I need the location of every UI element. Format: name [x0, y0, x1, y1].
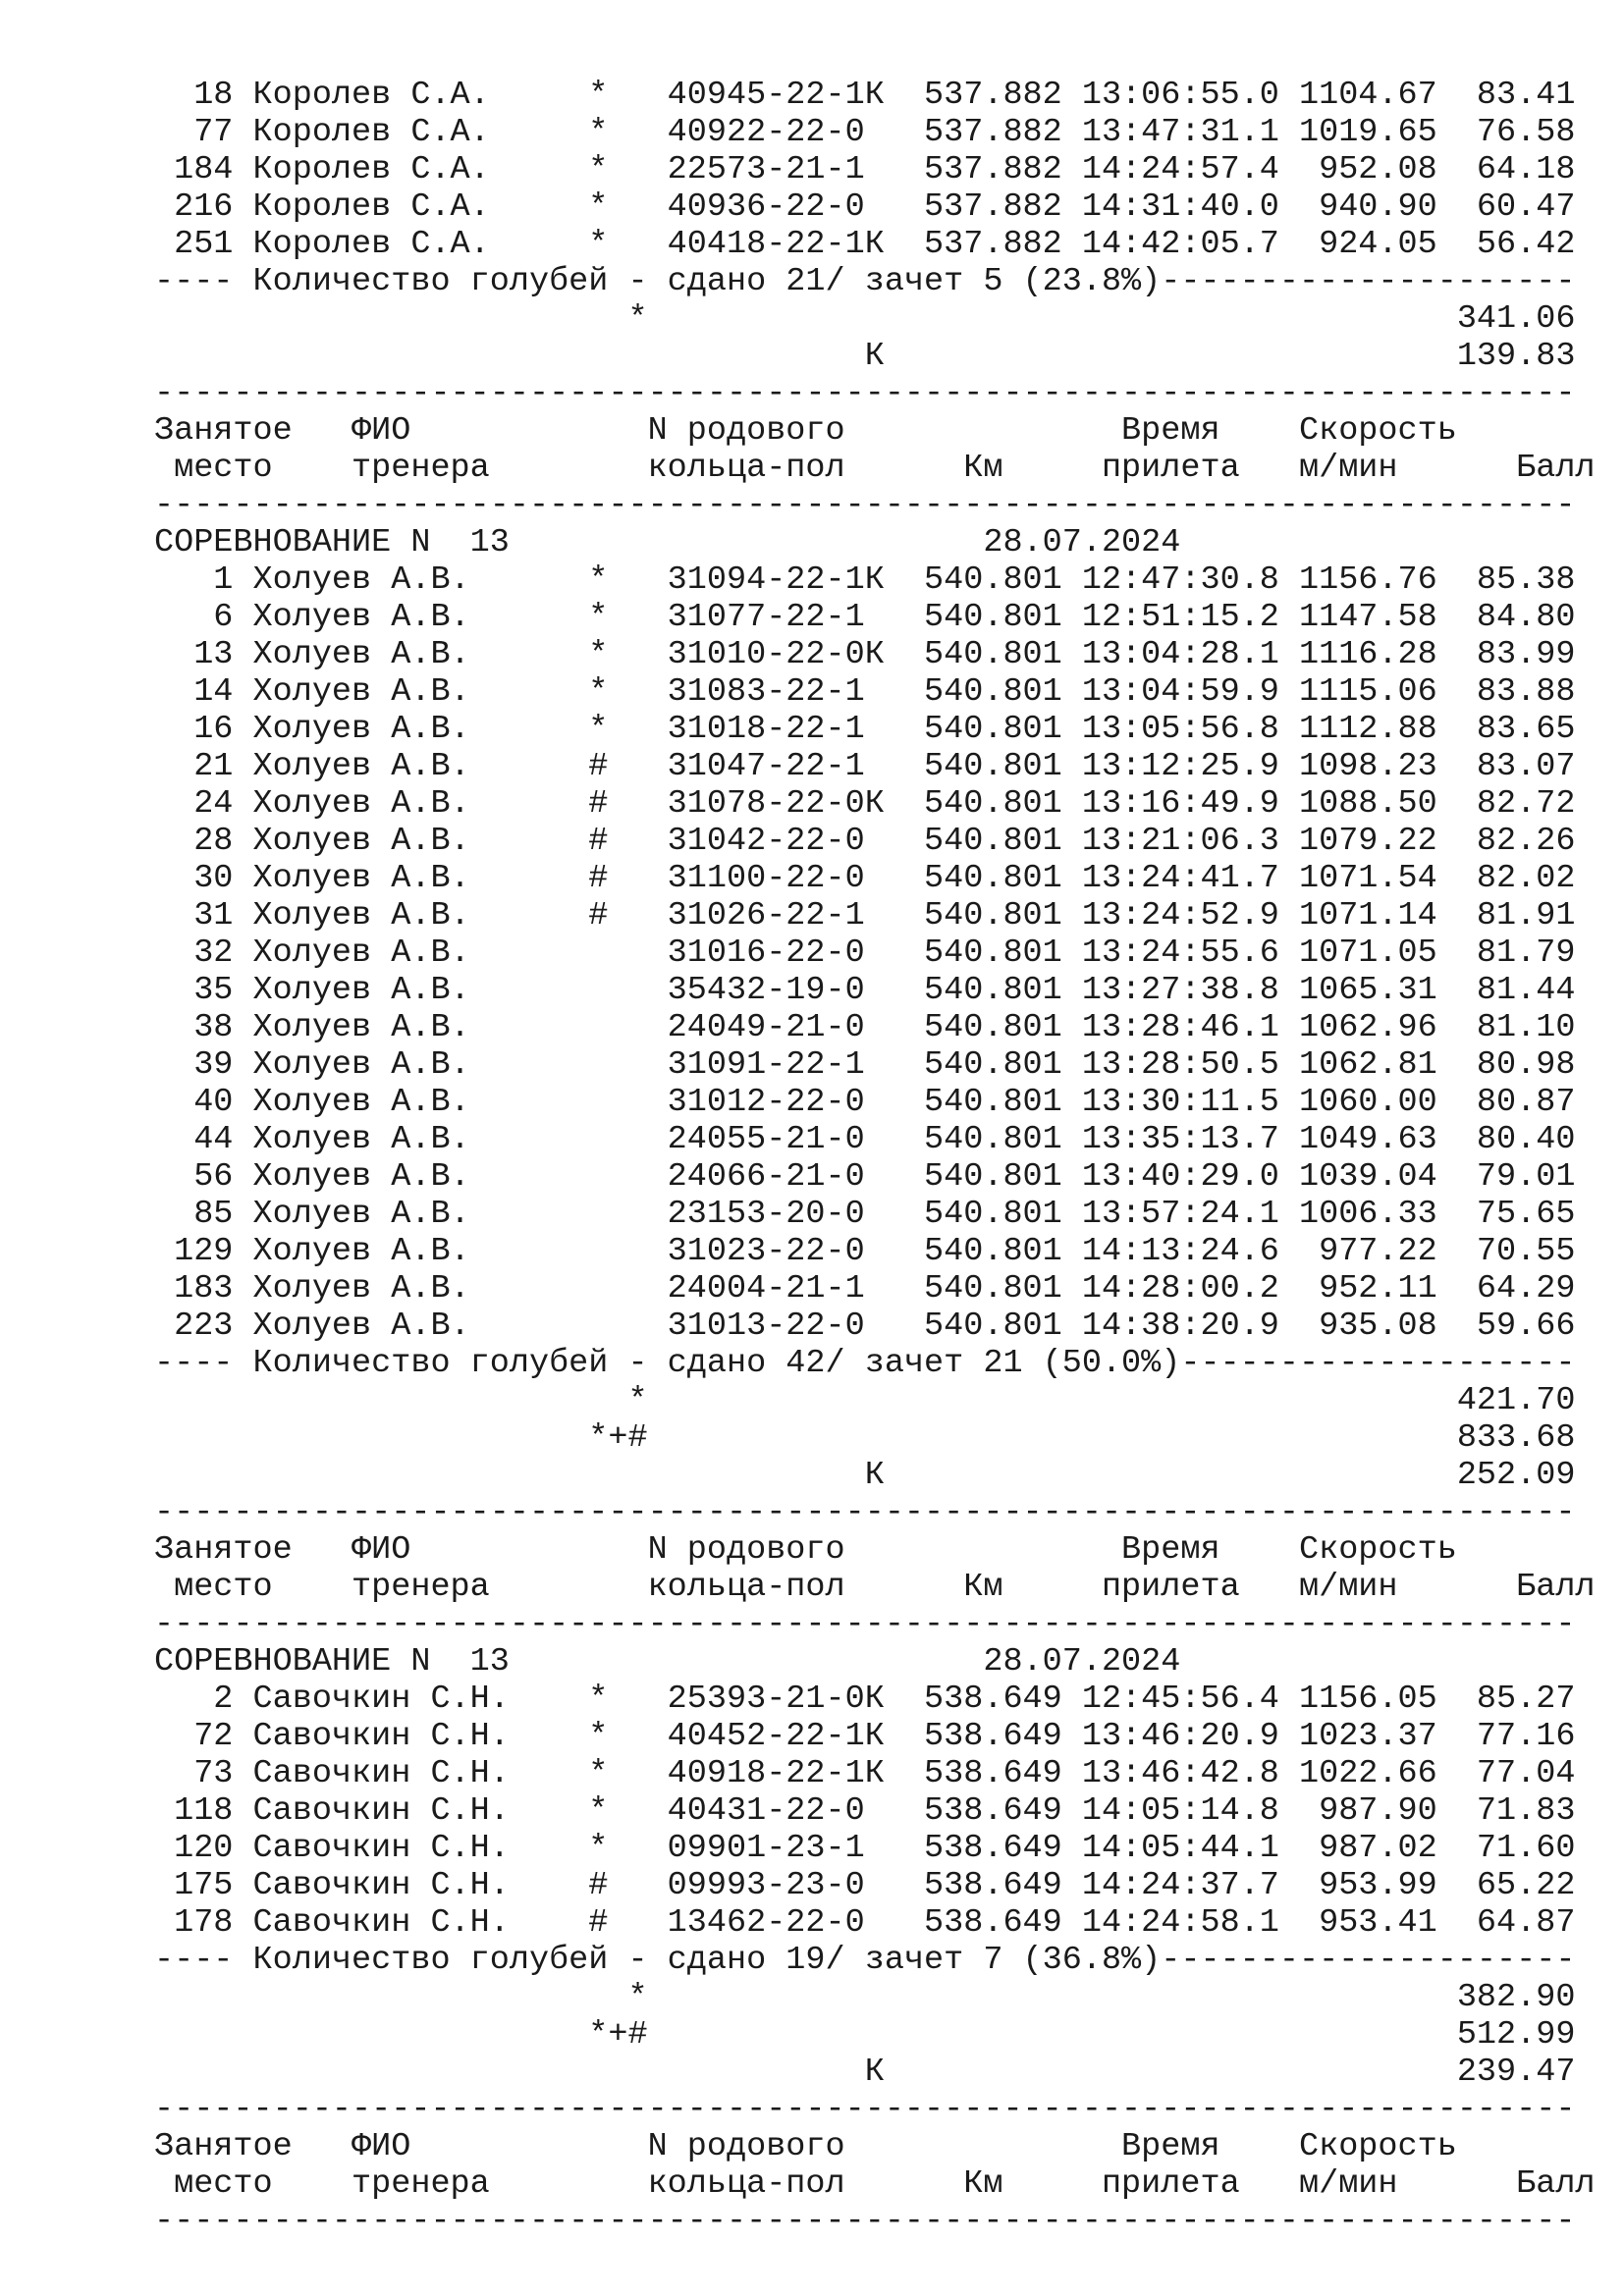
result-row: 39 Холуев А.В. 31091-22-1 540.801 13:28:50.5 1062.81 80.98: [154, 1046, 1576, 1084]
pigeon-count-summary: ---- Количество голубей - сдано 19/ зачет 7 (36.8%)---------------------: [154, 1942, 1576, 1979]
result-row: 118 Савочкин С.Н. * 40431-22-0 538.649 14:05:14.8 987.90 71.83: [154, 1792, 1576, 1830]
result-row: 120 Савочкин С.Н. * 09901-23-1 538.649 14:05:44.1 987.02 71.60: [154, 1830, 1576, 1867]
result-row: 16 Холуев А.В. * 31018-22-1 540.801 13:05:56.8 1112.88 83.65: [154, 711, 1576, 748]
pigeon-count-summary: ---- Количество голубей - сдано 21/ зачет 5 (23.8%)---------------------: [154, 263, 1576, 300]
column-header-row-2: место тренера кольца-пол Км прилета м/мин Балл: [154, 1569, 1596, 1606]
divider-rule: ------------------------------------------------------------------------: [154, 375, 1576, 412]
total-star-plus-hash-row: *+# 512.99: [154, 2016, 1576, 2054]
result-row: 38 Холуев А.В. 24049-21-0 540.801 13:28:46.1 1062.96 81.10: [154, 1009, 1576, 1046]
competition-title: СОРЕВНОВАНИЕ N 13 28.07.2024: [154, 1643, 1181, 1681]
result-row: 178 Савочкин С.Н. # 13462-22-0 538.649 14:24:58.1 953.41 64.87: [154, 1904, 1576, 1942]
result-row: 21 Холуев А.В. # 31047-22-1 540.801 13:12:25.9 1098.23 83.07: [154, 748, 1576, 785]
total-star-row: * 421.70: [154, 1382, 1576, 1419]
result-row: 72 Савочкин С.Н. * 40452-22-1К 538.649 13:46:20.9 1023.37 77.16: [154, 1718, 1576, 1755]
result-row: 56 Холуев А.В. 24066-21-0 540.801 13:40:29.0 1039.04 79.01: [154, 1158, 1576, 1196]
result-row: 14 Холуев А.В. * 31083-22-1 540.801 13:04:59.9 1115.06 83.88: [154, 673, 1576, 711]
result-row: 40 Холуев А.В. 31012-22-0 540.801 13:30:11.5 1060.00 80.87: [154, 1084, 1576, 1121]
result-row: 2 Савочкин С.Н. * 25393-21-0К 538.649 12:45:56.4 1156.05 85.27: [154, 1681, 1576, 1718]
result-row: 184 Королев С.А. * 22573-21-1 537.882 14:24:57.4 952.08 64.18: [154, 151, 1576, 188]
divider-rule: ------------------------------------------------------------------------: [154, 2203, 1576, 2240]
results-report: [154, 77, 1596, 2240]
total-star-row: * 382.90: [154, 1979, 1576, 2016]
result-row: 223 Холуев А.В. 31013-22-0 540.801 14:38:20.9 935.08 59.66: [154, 1308, 1576, 1345]
total-star-row: * 341.06: [154, 300, 1576, 338]
divider-rule: ------------------------------------------------------------------------: [154, 487, 1576, 524]
pigeon-count-summary: ---- Количество голубей - сдано 42/ зачет 21 (50.0%)--------------------: [154, 1345, 1576, 1382]
result-row: 183 Холуев А.В. 24004-21-1 540.801 14:28:00.2 952.11 64.29: [154, 1270, 1576, 1308]
result-row: 175 Савочкин С.Н. # 09993-23-0 538.649 14:24:37.7 953.99 65.22: [154, 1867, 1576, 1904]
result-row: 77 Королев С.А. * 40922-22-0 537.882 13:47:31.1 1019.65 76.58: [154, 114, 1576, 151]
result-row: 32 Холуев А.В. 31016-22-0 540.801 13:24:55.6 1071.05 81.79: [154, 934, 1576, 972]
result-row: 216 Королев С.А. * 40936-22-0 537.882 14:31:40.0 940.90 60.47: [154, 188, 1576, 226]
result-row: 1 Холуев А.В. * 31094-22-1К 540.801 12:47:30.8 1156.76 85.38: [154, 561, 1576, 599]
result-row: 31 Холуев А.В. # 31026-22-1 540.801 13:24:52.9 1071.14 81.91: [154, 897, 1576, 934]
result-row: 28 Холуев А.В. # 31042-22-0 540.801 13:21:06.3 1079.22 82.26: [154, 823, 1576, 860]
result-row: 13 Холуев А.В. * 31010-22-0К 540.801 13:04:28.1 1116.28 83.99: [154, 636, 1576, 673]
divider-rule: ------------------------------------------------------------------------: [154, 1494, 1576, 1531]
total-k-row: К 239.47: [154, 2054, 1576, 2091]
column-header-row-1: Занятое ФИО N родового Время Скорость: [154, 412, 1457, 450]
result-row: 73 Савочкин С.Н. * 40918-22-1К 538.649 13:46:42.8 1022.66 77.04: [154, 1755, 1576, 1792]
divider-rule: ------------------------------------------------------------------------: [154, 2091, 1576, 2128]
result-row: 30 Холуев А.В. # 31100-22-0 540.801 13:24:41.7 1071.54 82.02: [154, 860, 1576, 897]
column-header-row-2: место тренера кольца-пол Км прилета м/мин Балл: [154, 450, 1596, 487]
result-row: 18 Королев С.А. * 40945-22-1К 537.882 13:06:55.0 1104.67 83.41: [154, 77, 1576, 114]
column-header-row-1: Занятое ФИО N родового Время Скорость: [154, 2128, 1457, 2165]
result-row: 44 Холуев А.В. 24055-21-0 540.801 13:35:13.7 1049.63 80.40: [154, 1121, 1576, 1158]
column-header-row-1: Занятое ФИО N родового Время Скорость: [154, 1531, 1457, 1569]
total-k-row: К 252.09: [154, 1457, 1576, 1494]
divider-rule: ------------------------------------------------------------------------: [154, 1606, 1576, 1643]
result-row: 85 Холуев А.В. 23153-20-0 540.801 13:57:24.1 1006.33 75.65: [154, 1196, 1576, 1233]
result-row: 129 Холуев А.В. 31023-22-0 540.801 14:13:24.6 977.22 70.55: [154, 1233, 1576, 1270]
result-row: 35 Холуев А.В. 35432-19-0 540.801 13:27:38.8 1065.31 81.44: [154, 972, 1576, 1009]
result-row: 251 Королев С.А. * 40418-22-1К 537.882 14:42:05.7 924.05 56.42: [154, 226, 1576, 263]
column-header-row-2: место тренера кольца-пол Км прилета м/мин Балл: [154, 2165, 1596, 2203]
total-star-plus-hash-row: *+# 833.68: [154, 1419, 1576, 1457]
result-row: 6 Холуев А.В. * 31077-22-1 540.801 12:51:15.2 1147.58 84.80: [154, 599, 1576, 636]
result-row: 24 Холуев А.В. # 31078-22-0К 540.801 13:16:49.9 1088.50 82.72: [154, 785, 1576, 823]
competition-title: СОРЕВНОВАНИЕ N 13 28.07.2024: [154, 524, 1181, 561]
total-k-row: К 139.83: [154, 338, 1576, 375]
